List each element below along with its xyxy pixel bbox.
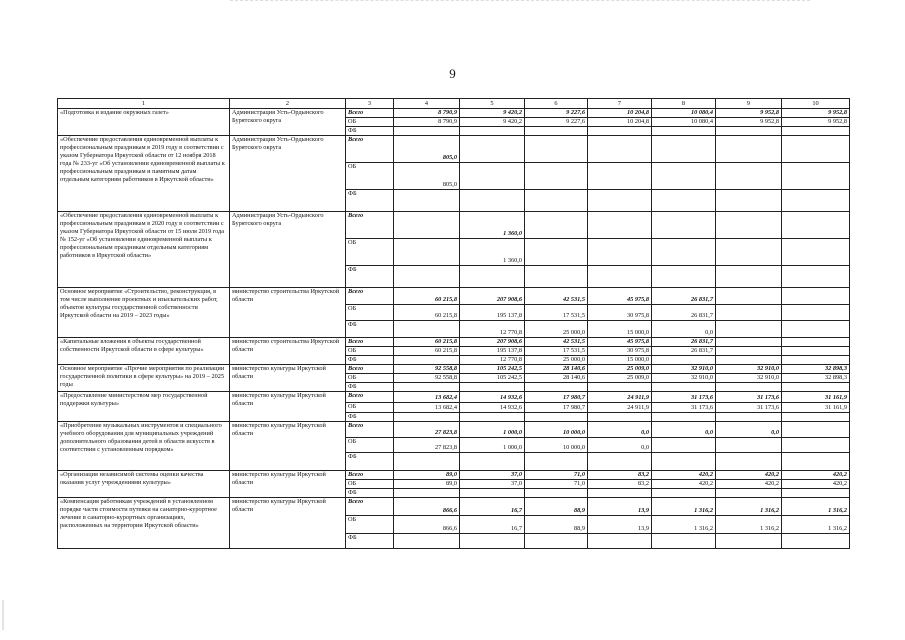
amount-cell: 8 790,9 (394, 118, 460, 127)
funding-source-cell: ФБ (346, 266, 394, 288)
amount-cell (716, 489, 782, 498)
amount-cell: 1 316,2 (716, 498, 782, 516)
amount-cell: 15 000,0 (588, 321, 652, 338)
amount-cell (782, 212, 850, 239)
amount-cell: 420,2 (652, 480, 716, 489)
amount-cell (782, 305, 850, 321)
amount-cell (716, 453, 782, 471)
funding-source-cell: ФБ (346, 190, 394, 212)
amount-cell: 12 770,8 (460, 356, 525, 365)
amount-cell: 32 910,0 (652, 374, 716, 383)
funding-source-cell: Всего (346, 288, 394, 305)
amount-cell: 27 823,8 (394, 438, 460, 453)
amount-cell (588, 163, 652, 190)
funding-source-cell: Всего (346, 212, 394, 239)
table-row (58, 471, 850, 480)
table-row (58, 422, 850, 438)
funding-source-cell: ОБ (346, 403, 394, 413)
amount-cell (716, 239, 782, 266)
amount-cell: 10 000,0 (525, 438, 588, 453)
amount-cell: 420,2 (716, 471, 782, 480)
amount-cell (588, 127, 652, 136)
executor-cell: Администрация Усть-Ордынского Бурятского округа (230, 212, 346, 288)
measure-name-cell: «Приобретение музыкальных инструментов и специального учебного оборудования для муниципальных учреждений дополнительного образования детей в области искусств в соответствии с установленным порядком» (58, 422, 230, 471)
amount-cell: 10 204,8 (588, 118, 652, 127)
amount-cell (460, 453, 525, 471)
amount-cell: 92 558,8 (394, 374, 460, 383)
amount-cell (588, 489, 652, 498)
amount-cell (782, 239, 850, 266)
header-row (58, 99, 850, 109)
amount-cell: 88,9 (525, 498, 588, 516)
amount-cell (460, 413, 525, 422)
amount-cell (588, 239, 652, 266)
executor-cell: министерство строительства Иркутской области (230, 338, 346, 365)
amount-cell: 9 227,6 (525, 118, 588, 127)
amount-cell (782, 321, 850, 338)
funding-source-cell: Всего (346, 136, 394, 163)
amount-cell: 1 316,2 (782, 498, 850, 516)
header-cell: 1 (58, 99, 230, 109)
header-cell: 3 (346, 99, 394, 109)
amount-cell: 1 000,0 (460, 438, 525, 453)
header-cell: 4 (394, 99, 460, 109)
amount-cell: 10 080,4 (652, 118, 716, 127)
amount-cell: 1 360,0 (460, 212, 525, 239)
amount-cell (394, 212, 460, 239)
amount-cell: 25 009,0 (588, 374, 652, 383)
amount-cell (782, 489, 850, 498)
executor-cell: министерство культуры Иркутской области (230, 365, 346, 392)
amount-cell (525, 212, 588, 239)
amount-cell: 25 009,0 (588, 365, 652, 374)
amount-cell (460, 163, 525, 190)
funding-source-cell: ФБ (346, 413, 394, 422)
table-row (58, 136, 850, 163)
amount-cell: 8 790,9 (394, 109, 460, 118)
amount-cell (394, 127, 460, 136)
amount-cell: 9 952,8 (716, 118, 782, 127)
amount-cell (588, 190, 652, 212)
amount-cell: 10 204,8 (588, 109, 652, 118)
amount-cell (394, 356, 460, 365)
amount-cell: 26 831,7 (652, 338, 716, 347)
measure-name-cell: Основное мероприятие «Прочие мероприятия по реализации государственной политики в сфере культуры» на 2019 – 2025 годы (58, 365, 230, 392)
amount-cell: 31 161,9 (782, 403, 850, 413)
amount-cell: 13 682,4 (394, 392, 460, 403)
table-row (58, 338, 850, 347)
funding-source-cell: ФБ (346, 356, 394, 365)
funding-source-cell: Всего (346, 109, 394, 118)
funding-source-cell: ФБ (346, 489, 394, 498)
amount-cell (394, 534, 460, 549)
amount-cell: 32 910,0 (716, 374, 782, 383)
amount-cell (716, 383, 782, 392)
amount-cell (782, 338, 850, 347)
amount-cell: 28 140,6 (525, 365, 588, 374)
table-row (58, 392, 850, 403)
amount-cell (525, 127, 588, 136)
amount-cell: 31 161,9 (782, 392, 850, 403)
executor-cell: министерство культуры Иркутской области (230, 498, 346, 549)
amount-cell (460, 136, 525, 163)
amount-cell (782, 413, 850, 422)
funding-source-cell: ОБ (346, 239, 394, 266)
amount-cell: 14 932,6 (460, 403, 525, 413)
amount-cell: 45 975,8 (588, 338, 652, 347)
amount-cell: 805,0 (394, 136, 460, 163)
measure-name-cell: «Предоставление министерством мер государственной поддержки культуры» (58, 392, 230, 422)
table-row (58, 109, 850, 118)
amount-cell (652, 136, 716, 163)
amount-cell: 16,7 (460, 498, 525, 516)
amount-cell: 10 000,0 (525, 422, 588, 438)
measure-name-cell: «Обеспечение предоставления единовременной выплаты к профессиональным праздникам в 2019 году в соответствии с указом Губернатора Иркутской области от 12 ноября 2018 года № 233-уг «Об установлении единовременной выплаты к профессиональным праздникам и памятным датам отдельным категориям работников в Иркутской области» (58, 136, 230, 212)
table-row (58, 365, 850, 374)
funding-source-cell: Всего (346, 338, 394, 347)
amount-cell (716, 356, 782, 365)
amount-cell (716, 321, 782, 338)
amount-cell: 17 980,7 (525, 392, 588, 403)
executor-cell: министерство культуры Иркутской области (230, 471, 346, 498)
amount-cell (460, 383, 525, 392)
amount-cell: 13 682,4 (394, 403, 460, 413)
amount-cell: 1 316,2 (652, 498, 716, 516)
amount-cell: 9 420,2 (460, 109, 525, 118)
amount-cell: 105 242,5 (460, 374, 525, 383)
amount-cell: 42 531,5 (525, 288, 588, 305)
executor-cell: министерство культуры Иркутской области (230, 392, 346, 422)
amount-cell (588, 534, 652, 549)
amount-cell (394, 321, 460, 338)
amount-cell (588, 383, 652, 392)
amount-cell (652, 266, 716, 288)
header-cell: 2 (230, 99, 346, 109)
amount-cell (782, 288, 850, 305)
measure-name-cell: «Подготовка и издание окружных газет» (58, 109, 230, 136)
amount-cell: 60 215,8 (394, 305, 460, 321)
amount-cell: 0,0 (652, 321, 716, 338)
amount-cell (782, 438, 850, 453)
amount-cell: 88,9 (525, 516, 588, 534)
table-row (58, 288, 850, 305)
amount-cell (716, 338, 782, 347)
amount-cell (652, 356, 716, 365)
amount-cell: 83,2 (588, 471, 652, 480)
amount-cell (782, 163, 850, 190)
measure-name-cell: «Обеспечение предоставления единовременной выплаты к профессиональным праздникам в 2020 году в соответствии с указом Губернатора Иркутской области от 15 июля 2019 года № 152-уг «Об установлении единовременной выплаты к профессиональным праздникам отдельным категориям работников в Иркутской области» (58, 212, 230, 288)
amount-cell: 0,0 (588, 422, 652, 438)
funding-source-cell: ФБ (346, 453, 394, 471)
amount-cell: 60 215,8 (394, 338, 460, 347)
amount-cell (652, 127, 716, 136)
amount-cell (525, 239, 588, 266)
amount-cell (782, 453, 850, 471)
amount-cell: 30 975,8 (588, 347, 652, 356)
amount-cell: 1 316,2 (716, 516, 782, 534)
amount-cell: 195 137,8 (460, 305, 525, 321)
amount-cell (652, 239, 716, 266)
amount-cell (525, 489, 588, 498)
amount-cell (652, 534, 716, 549)
amount-cell: 17 531,5 (525, 305, 588, 321)
amount-cell (525, 266, 588, 288)
amount-cell (525, 136, 588, 163)
amount-cell (394, 190, 460, 212)
funding-source-cell: ОБ (346, 163, 394, 190)
amount-cell (394, 453, 460, 471)
amount-cell (652, 383, 716, 392)
amount-cell (460, 489, 525, 498)
header-cell: 7 (588, 99, 652, 109)
amount-cell (394, 383, 460, 392)
amount-cell: 32 898,3 (782, 365, 850, 374)
amount-cell: 15 000,0 (588, 356, 652, 365)
amount-cell: 1 316,2 (652, 516, 716, 534)
amount-cell: 32 910,0 (652, 365, 716, 374)
amount-cell: 1 316,2 (782, 516, 850, 534)
amount-cell (525, 190, 588, 212)
amount-cell (652, 489, 716, 498)
amount-cell (782, 356, 850, 365)
amount-cell: 420,2 (716, 480, 782, 489)
measure-name-cell: Основное мероприятие «Строительство, реконструкция, в том числе выполнение проектных и изыскательских работ, объектов культуры государственной собственности Иркутской области на 2019 – 2023 годы» (58, 288, 230, 338)
amount-cell (394, 239, 460, 266)
funding-source-cell: ОБ (346, 516, 394, 534)
amount-cell: 17 980,7 (525, 403, 588, 413)
amount-cell (716, 127, 782, 136)
amount-cell: 16,7 (460, 516, 525, 534)
amount-cell (782, 266, 850, 288)
amount-cell (652, 413, 716, 422)
amount-cell: 1 360,0 (460, 239, 525, 266)
amount-cell (525, 453, 588, 471)
amount-cell (716, 266, 782, 288)
amount-cell (716, 288, 782, 305)
funding-source-cell: ОБ (346, 305, 394, 321)
amount-cell: 12 770,8 (460, 321, 525, 338)
amount-cell: 71,0 (525, 480, 588, 489)
funding-source-cell: ОБ (346, 374, 394, 383)
amount-cell: 9 952,8 (782, 118, 850, 127)
amount-cell: 14 932,6 (460, 392, 525, 403)
budget-table (57, 98, 850, 549)
header-cell: 5 (460, 99, 525, 109)
amount-cell: 0,0 (716, 422, 782, 438)
amount-cell: 31 173,6 (652, 392, 716, 403)
header-cell: 9 (716, 99, 782, 109)
funding-source-cell: ОБ (346, 347, 394, 356)
amount-cell: 25 000,0 (525, 356, 588, 365)
amount-cell: 17 531,5 (525, 347, 588, 356)
amount-cell: 0,0 (652, 422, 716, 438)
amount-cell (716, 305, 782, 321)
funding-source-cell: Всего (346, 471, 394, 480)
amount-cell: 26 831,7 (652, 288, 716, 305)
amount-cell (716, 347, 782, 356)
amount-cell (460, 127, 525, 136)
amount-cell (782, 136, 850, 163)
executor-cell: министерство строительства Иркутской области (230, 288, 346, 338)
amount-cell (782, 422, 850, 438)
amount-cell: 32 910,0 (716, 365, 782, 374)
amount-cell: 89,0 (394, 480, 460, 489)
header-cell: 6 (525, 99, 588, 109)
amount-cell: 30 975,8 (588, 305, 652, 321)
funding-source-cell: ОБ (346, 438, 394, 453)
amount-cell: 13,9 (588, 516, 652, 534)
amount-cell: 32 898,3 (782, 374, 850, 383)
amount-cell (652, 212, 716, 239)
measure-name-cell: «Капитальные вложения в объекты государственной собственности Иркутской области в сфере культуры» (58, 338, 230, 365)
table-row (58, 498, 850, 516)
amount-cell: 92 558,8 (394, 365, 460, 374)
amount-cell: 26 831,7 (652, 305, 716, 321)
funding-source-cell: ОБ (346, 480, 394, 489)
amount-cell: 866,6 (394, 498, 460, 516)
amount-cell: 28 140,6 (525, 374, 588, 383)
amount-cell (652, 438, 716, 453)
amount-cell (460, 266, 525, 288)
amount-cell (782, 383, 850, 392)
amount-cell (652, 190, 716, 212)
amount-cell (716, 190, 782, 212)
amount-cell: 37,0 (460, 471, 525, 480)
amount-cell (588, 413, 652, 422)
amount-cell (716, 413, 782, 422)
amount-cell: 25 000,0 (525, 321, 588, 338)
executor-cell: министерство культуры Иркутской области (230, 422, 346, 471)
funding-source-cell: ФБ (346, 321, 394, 338)
amount-cell: 420,2 (782, 480, 850, 489)
executor-cell: Администрация Усть-Ордынского Бурятского округа (230, 109, 346, 136)
scan-left-mark (2, 600, 4, 630)
amount-cell: 45 975,8 (588, 288, 652, 305)
measure-name-cell: «Компенсация работникам учреждений в установленном порядке части стоимости путевки на санаторно-курортное лечение в санаторно-курортных организациях, расположенных на территории Иркутской области» (58, 498, 230, 549)
amount-cell (525, 534, 588, 549)
funding-source-cell: Всего (346, 392, 394, 403)
amount-cell (588, 266, 652, 288)
amount-cell (460, 534, 525, 549)
funding-source-cell: ФБ (346, 383, 394, 392)
amount-cell: 207 908,6 (460, 338, 525, 347)
amount-cell (652, 163, 716, 190)
amount-cell (716, 534, 782, 549)
page-number: 9 (449, 66, 456, 81)
amount-cell (716, 136, 782, 163)
amount-cell (652, 453, 716, 471)
amount-cell: 10 080,4 (652, 109, 716, 118)
amount-cell: 31 173,6 (716, 392, 782, 403)
amount-cell (588, 212, 652, 239)
amount-cell: 0,0 (588, 438, 652, 453)
amount-cell: 31 173,6 (652, 403, 716, 413)
amount-cell (394, 266, 460, 288)
amount-cell: 207 908,6 (460, 288, 525, 305)
amount-cell: 60 215,8 (394, 288, 460, 305)
measure-name-cell: «Организация независимой системы оценки качества оказания услуг учреждениями культуры» (58, 471, 230, 498)
funding-source-cell: ФБ (346, 534, 394, 549)
amount-cell (782, 190, 850, 212)
amount-cell: 37,0 (460, 480, 525, 489)
amount-cell: 83,2 (588, 480, 652, 489)
amount-cell (716, 163, 782, 190)
amount-cell (394, 489, 460, 498)
amount-cell: 105 242,5 (460, 365, 525, 374)
amount-cell (782, 127, 850, 136)
amount-cell: 1 000,0 (460, 422, 525, 438)
amount-cell: 9 227,6 (525, 109, 588, 118)
amount-cell (588, 453, 652, 471)
funding-source-cell: Всего (346, 365, 394, 374)
executor-cell: Администрация Усть-Ордынского Бурятского округа (230, 136, 346, 212)
amount-cell: 420,2 (782, 471, 850, 480)
funding-source-cell: Всего (346, 498, 394, 516)
amount-cell: 9 952,8 (782, 109, 850, 118)
amount-cell (525, 413, 588, 422)
amount-cell: 420,2 (652, 471, 716, 480)
amount-cell (525, 383, 588, 392)
amount-cell: 31 173,6 (716, 403, 782, 413)
amount-cell: 71,0 (525, 471, 588, 480)
amount-cell (716, 438, 782, 453)
amount-cell: 42 531,5 (525, 338, 588, 347)
funding-source-cell: ОБ (346, 118, 394, 127)
header-cell: 10 (782, 99, 850, 109)
amount-cell: 26 831,7 (652, 347, 716, 356)
amount-cell (782, 534, 850, 549)
amount-cell (460, 190, 525, 212)
amount-cell (782, 347, 850, 356)
header-cell: 8 (652, 99, 716, 109)
amount-cell (394, 413, 460, 422)
amount-cell (588, 136, 652, 163)
funding-source-cell: ФБ (346, 127, 394, 136)
amount-cell: 89,0 (394, 471, 460, 480)
amount-cell: 9 420,2 (460, 118, 525, 127)
amount-cell: 195 137,8 (460, 347, 525, 356)
amount-cell: 9 952,8 (716, 109, 782, 118)
table-row (58, 212, 850, 239)
amount-cell: 13,9 (588, 498, 652, 516)
scan-top-mark (230, 0, 810, 4)
amount-cell: 24 911,9 (588, 392, 652, 403)
amount-cell: 27 823,8 (394, 422, 460, 438)
funding-source-cell: Всего (346, 422, 394, 438)
amount-cell (525, 163, 588, 190)
amount-cell: 805,0 (394, 163, 460, 190)
amount-cell (716, 212, 782, 239)
amount-cell: 24 911,9 (588, 403, 652, 413)
amount-cell: 60 215,8 (394, 347, 460, 356)
amount-cell: 866,6 (394, 516, 460, 534)
